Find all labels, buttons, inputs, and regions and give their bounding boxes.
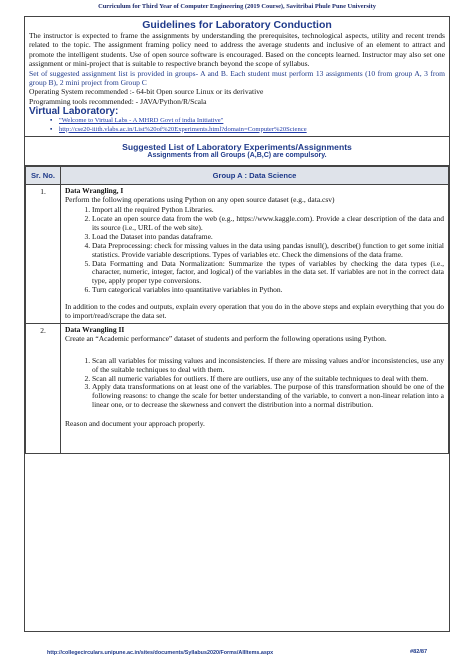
list-item: 5. Data Formatting and Data Normalization: Summarize the types of variables by checking the data types (i.e., character, numeric, integer, factor, and logical) of the variables in the data set. If variables are not in the correct data type, apply proper type conversions. bbox=[92, 260, 444, 287]
tools-line: Programming tools recommended: - JAVA/Python/R/Scala bbox=[29, 96, 207, 106]
experiment-outro: Reason and document your approach properly. bbox=[65, 419, 205, 429]
assignment-set-line: Set of suggested assignment list is provided in groups- A and B. Each student must perform 13 assignments (10 from group A, 3 from group B), 2 mini project from Group C bbox=[29, 68, 445, 88]
column-header-sr-no: Sr. No. bbox=[26, 167, 61, 185]
experiment-steps bbox=[65, 357, 444, 410]
row-content bbox=[61, 323, 449, 453]
guidelines-title: Guidelines for Laboratory Conduction bbox=[142, 19, 332, 31]
experiment-steps bbox=[65, 206, 444, 295]
virtual-lab-link[interactable]: ▪ http://cse20-iiith.vlabs.ac.in/List%20of%20Experiments.html?domain=Computer%20Science bbox=[59, 126, 445, 135]
experiment-intro: Perform the following operations using Python on any open source dataset (e.g., data.csv) bbox=[65, 195, 335, 205]
content-frame bbox=[24, 16, 450, 632]
virtual-lab-link[interactable]: ▪ "Welcome to Virtual Labs - A MHRD Govt of india Initiative" bbox=[59, 117, 445, 126]
assignments-table bbox=[25, 166, 449, 454]
list-item: 2. Locate an open source data from the web (e.g., https://www.kaggle.com). Provide a clear description of the data and its source (i.e., URL of the web site). bbox=[92, 215, 444, 233]
suggested-subtitle: Assignments from all Groups (A,B,C) are compulsory. bbox=[147, 152, 327, 160]
row-number: 1. bbox=[26, 185, 61, 324]
footer-url[interactable]: http://collegecirculars.unipune.ac.in/sites/documents/Syllabus2020/Forms/AllItems.aspx bbox=[47, 650, 274, 656]
table-row bbox=[26, 323, 449, 453]
list-item: 3. Apply data transformations on at least one of the variables. The purpose of this transformation should be one of the following reasons: to change the scale for better understanding of the variable, to convert a non-linear relation into a linear one, or to decrease the skewness and convert the distribution into a normal distribution. bbox=[92, 383, 444, 410]
experiment-intro: Create an “Academic performance” dataset of students and perform the following operations using Python. bbox=[65, 333, 387, 343]
experiment-outro: In addition to the codes and outputs, explain every operation that you do in the above steps and explain everything that you do to import/read/scrape the data set. bbox=[65, 302, 444, 321]
experiment-title: Data Wrangling, I bbox=[65, 186, 124, 196]
row-content bbox=[61, 185, 449, 324]
table-header-row bbox=[26, 167, 449, 185]
running-header: Curriculum for Third Year of Computer Engineering (2019 Course), Savitribai Phule Pune University bbox=[98, 3, 376, 10]
table-row bbox=[26, 185, 449, 324]
list-item: 6. Turn categorical variables into quantitative variables in Python. bbox=[92, 286, 444, 295]
list-item: 1. Scan all variables for missing values and inconsistencies. If there are missing values and/or inconsistencies, use any of the suitable techniques to deal with them. bbox=[92, 357, 444, 375]
virtual-lab-links bbox=[29, 117, 445, 136]
list-item: 3. Load the Dataset into pandas dataframe. bbox=[92, 233, 444, 242]
os-line: Operating System recommended :- 64-bit Open source Linux or its derivative bbox=[29, 87, 264, 97]
guidelines-section bbox=[25, 17, 449, 137]
list-item: 2. Scan all numeric variables for outliers. If there are outliers, use any of the suitable techniques to deal with them. bbox=[92, 375, 444, 384]
row-number: 2. bbox=[26, 323, 61, 453]
list-item: 4. Data Preprocessing: check for missing values in the data using pandas isnull(), describe() function to get some initial statistics. Provide variable descriptions. Types of variables etc. Check the dimensions of the data frame. bbox=[92, 242, 444, 260]
suggested-title: Suggested List of Laboratory Experiments/Assignments bbox=[122, 142, 352, 153]
virtual-lab-title: Virtual Laboratory: bbox=[29, 106, 119, 118]
list-item: 1. Import all the required Python Libraries. bbox=[92, 206, 444, 215]
guidelines-paragraph: The instructor is expected to frame the assignments by understanding the prerequisites, technological aspects, utility and recent trends related to the topic. The assignment framing policy need to address the average students and inclusive of an element to attract and promote the intelligent students. Use of open source software is encouraged. Based on the concepts learned. Instructor may also set one assignment or mini-project that is suitable to respective branch beyond the scope of syllabus. bbox=[29, 31, 445, 69]
suggested-list-header bbox=[25, 137, 449, 166]
experiment-title: Data Wrangling II bbox=[65, 324, 125, 334]
column-header-group: Group A : Data Science bbox=[61, 167, 449, 185]
page-number: #82/87 bbox=[410, 649, 428, 655]
